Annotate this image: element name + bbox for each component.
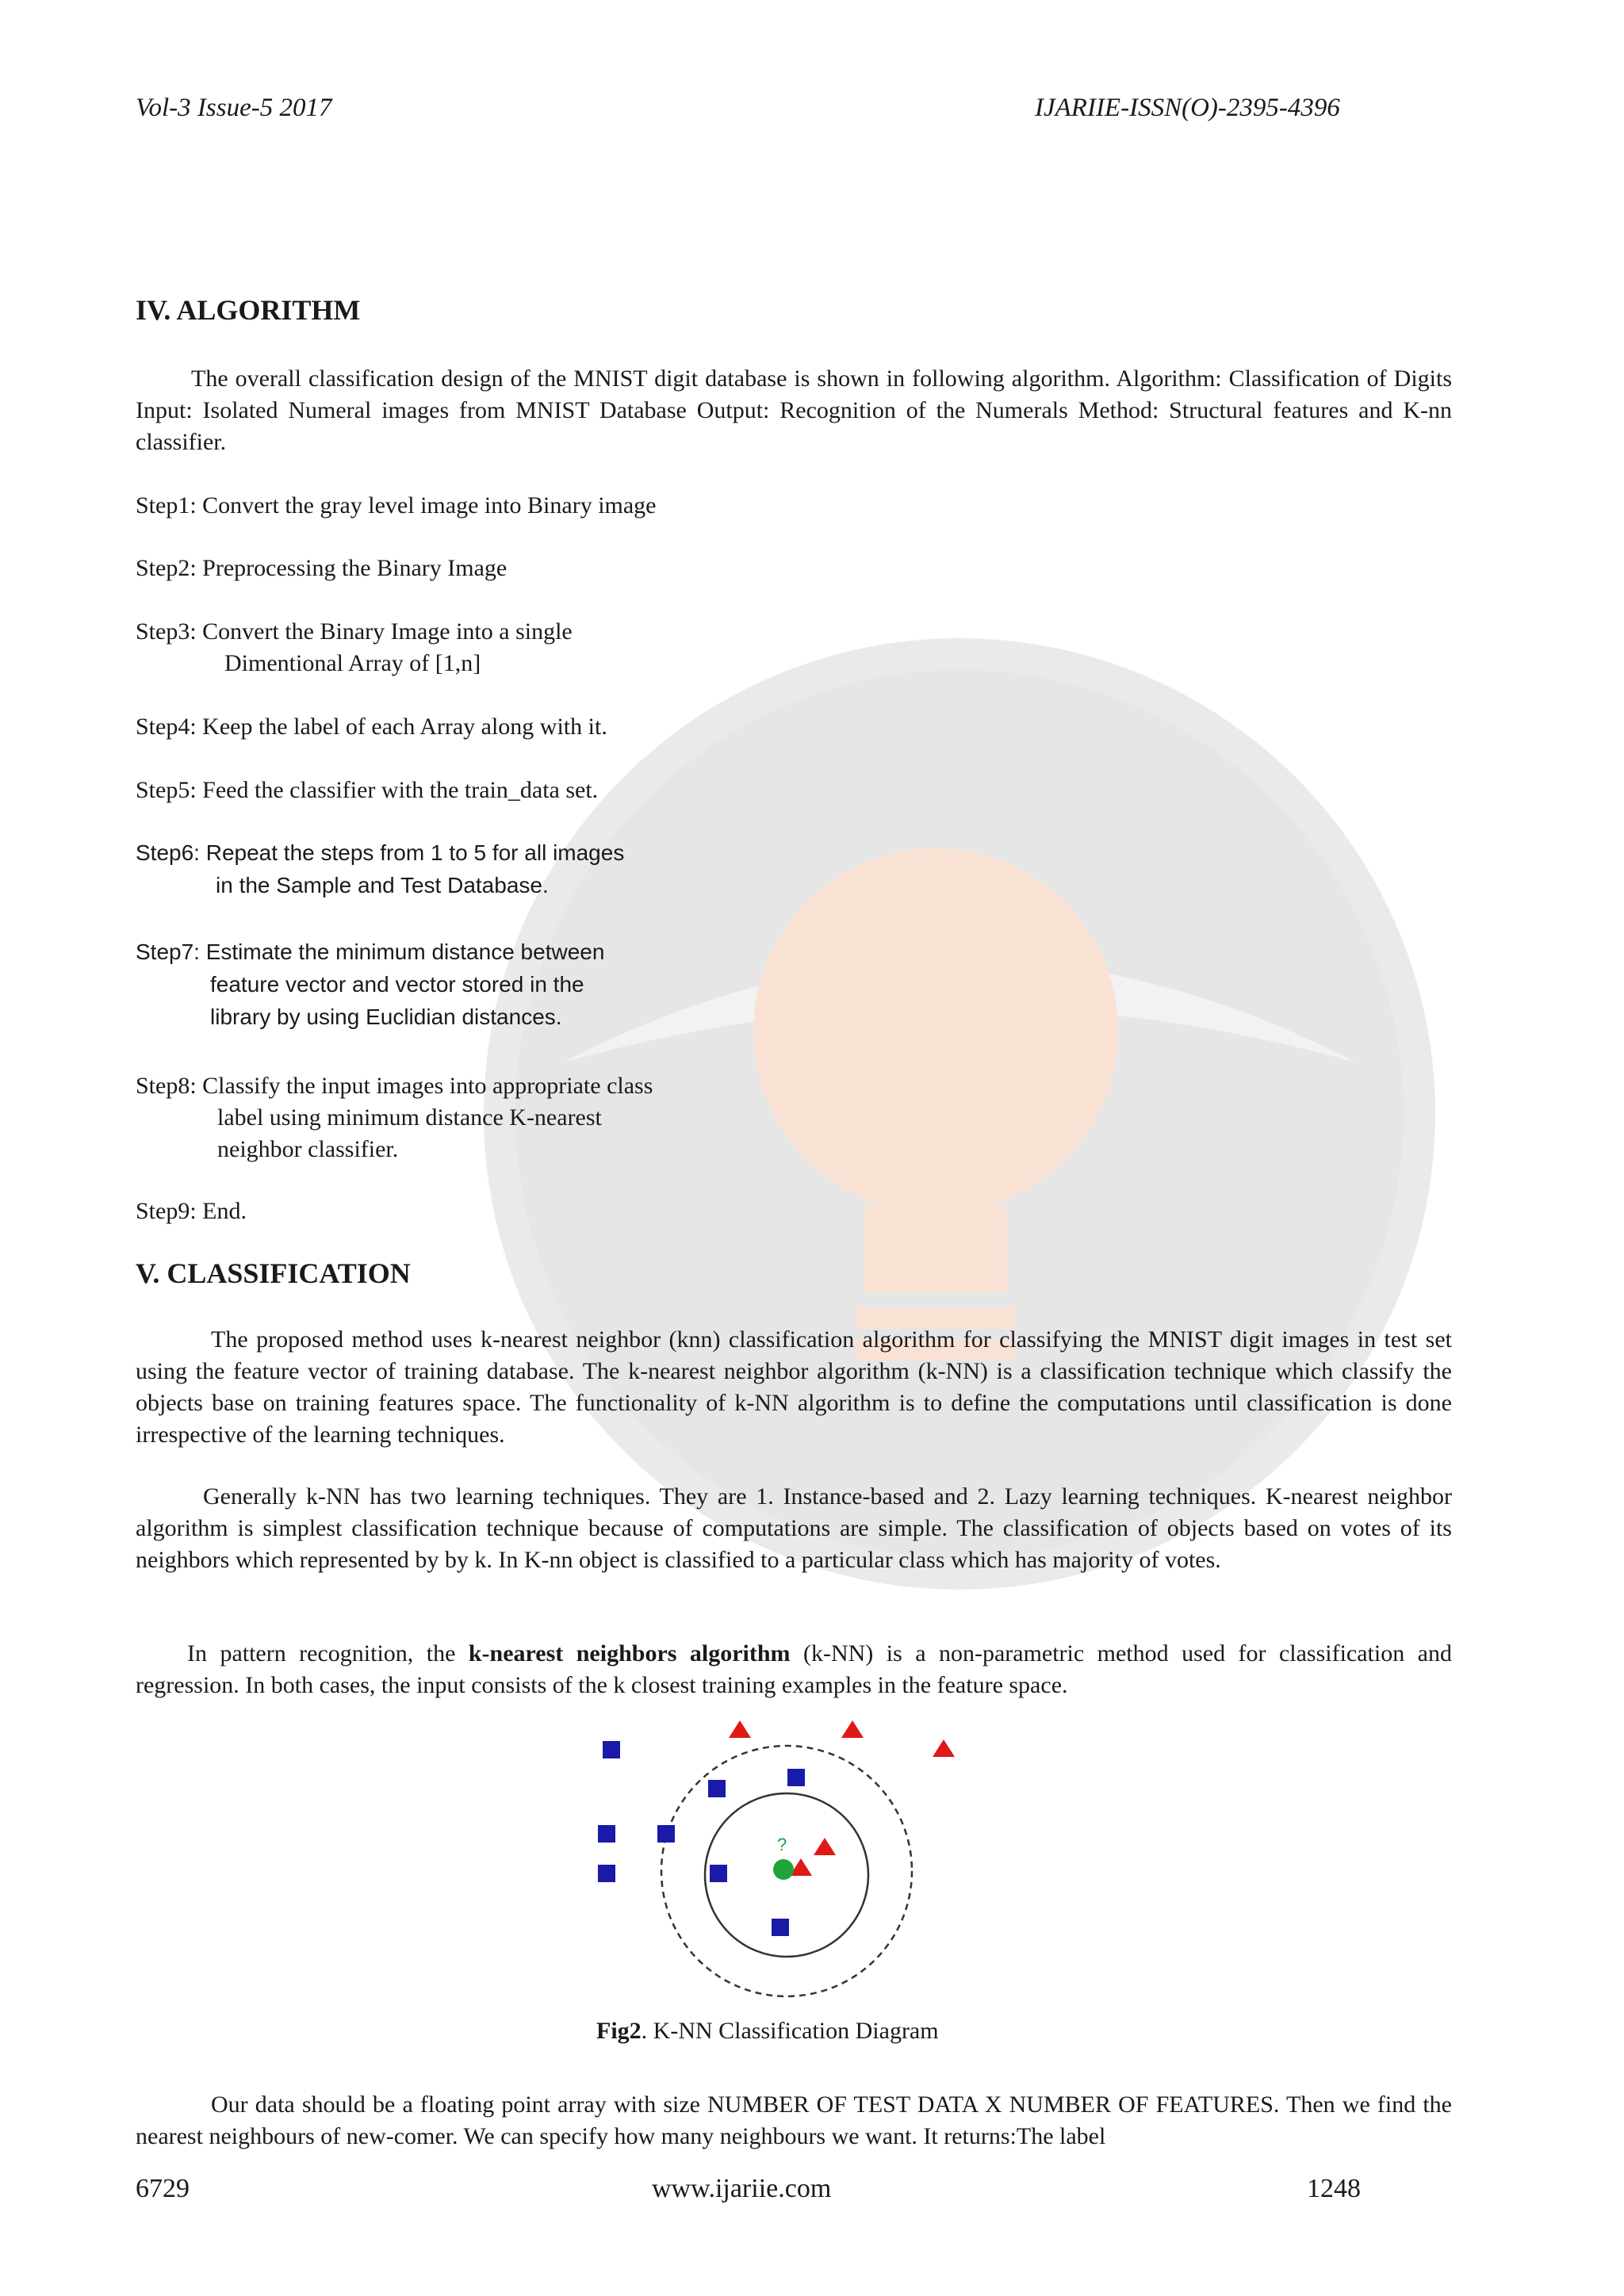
- footer-page-number: 1248: [1307, 2174, 1361, 2203]
- algorithm-step-8: Step8: Classify the input images into appropriate class label using minimum distance K-nearest neighbor classifier.: [136, 1073, 653, 1162]
- class-a-square: [708, 1780, 726, 1797]
- classification-paragraph-3: In pattern recognition, the k-nearest neighbors algorithm (k-NN) is a non-parametric method used for classification and regression. In both cases, the input consists of the k closest training examples in the feature space.: [136, 1640, 1452, 1698]
- section-heading-classification: V. CLASSIFICATION: [136, 1257, 411, 1289]
- class-b-triangle: [729, 1720, 751, 1738]
- footer-website[interactable]: www.ijariie.com: [652, 2174, 832, 2203]
- class-a-square: [603, 1741, 620, 1758]
- classification-paragraph-2: Generally k-NN has two learning techniques. They are 1. Instance-based and 2. Lazy learning techniques. K-nearest neighbor algorithm is simplest classification technique because of computations are simple. The classification of objects based on votes of its neighbors which represented by by k. In K-nn object is classified to a particular class which has majority of votes.: [136, 1483, 1452, 1573]
- class-a-square: [657, 1825, 675, 1843]
- query-point: [773, 1859, 794, 1880]
- algorithm-step-1: Step1: Convert the gray level image into Binary image: [136, 492, 657, 519]
- class-a-square: [598, 1865, 615, 1882]
- algorithm-step-6: Step6: Repeat the steps from 1 to 5 for all images in the Sample and Test Database.: [136, 840, 625, 897]
- class-a-square: [598, 1825, 615, 1843]
- footer-paper-id: 6729: [136, 2174, 190, 2203]
- algorithm-step-3: Step3: Convert the Binary Image into a single Dimentional Array of [1,n]: [136, 618, 573, 676]
- algorithm-step-9: Step9: End.: [136, 1198, 247, 1224]
- section-heading-algorithm: IV. ALGORITHM: [136, 294, 361, 326]
- query-mark: ?: [777, 1835, 787, 1854]
- class-a-square: [787, 1769, 805, 1786]
- class-b-triangle: [814, 1838, 836, 1855]
- algorithm-step-7: Step7: Estimate the minimum distance between feature vector and vector stored in the library by using Euclidian distances.: [136, 939, 605, 1029]
- class-b-triangle: [841, 1720, 864, 1738]
- algorithm-step-5: Step5: Feed the classifier with the train_data set.: [136, 777, 599, 803]
- knn-classification-diagram: [579, 1705, 975, 1998]
- class-a-square: [772, 1919, 789, 1936]
- figure-caption: Fig2. K-NN Classification Diagram: [596, 2018, 939, 2044]
- classification-paragraph-1: The proposed method uses k-nearest neighbor (knn) classification algorithm for classifying the MNIST digit images in test set using the feature vector of training database. The k-nearest neighbor algorithm (k-NN) is a classification technique which classify the objects base on training features space. The functionality of k-NN algorithm is to define the computations until classification is done irrespective of the learning techniques.: [136, 1326, 1452, 1448]
- class-a-square: [710, 1865, 727, 1882]
- algorithm-intro-paragraph: The overall classification design of the MNIST digit database is shown in following algorithm. Algorithm: Classification of Digits Input: Isolated Numeral images from MNIST Database Output: Recognition of the Numerals Method: Structural features and K-nn classifier.: [136, 365, 1452, 455]
- running-header-issn: IJARIIE-ISSN(O)-2395-4396: [1035, 94, 1340, 122]
- algorithm-step-4: Step4: Keep the label of each Array along with it.: [136, 714, 607, 740]
- class-b-triangle: [933, 1739, 955, 1757]
- running-header-volume: Vol-3 Issue-5 2017: [136, 94, 332, 122]
- classification-paragraph-4: Our data should be a floating point array with size NUMBER OF TEST DATA X NUMBER OF FEATURES. Then we find the nearest neighbours of new-comer. We can specify how many neighbours we want. It returns:The label: [136, 2091, 1452, 2149]
- algorithm-step-2: Step2: Preprocessing the Binary Image: [136, 555, 508, 581]
